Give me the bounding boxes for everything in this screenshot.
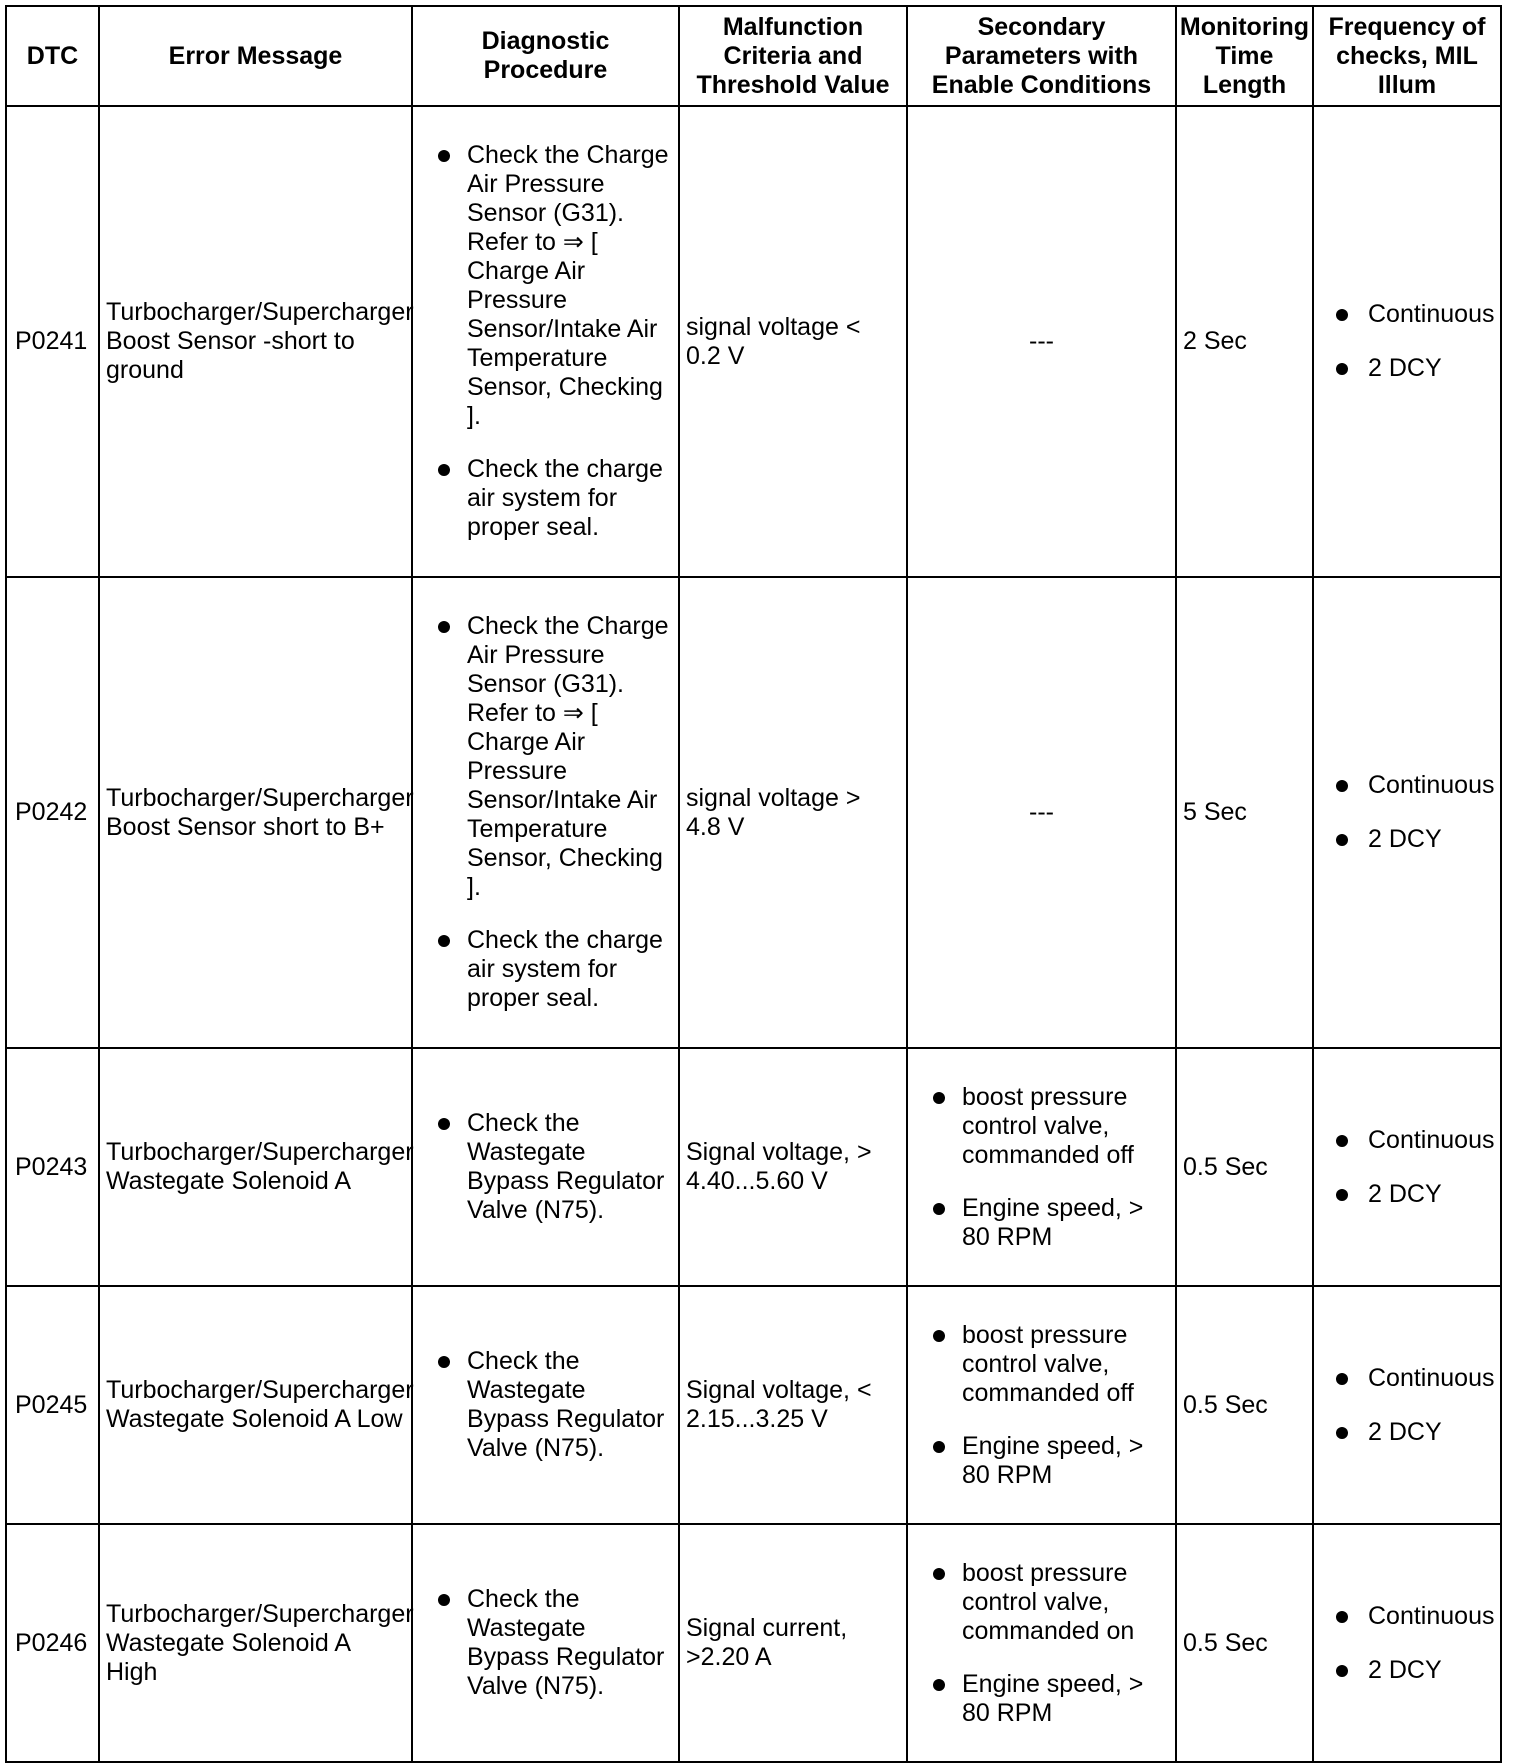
diagnostic-procedure [412,1048,679,1286]
frequency [1313,1524,1501,1762]
error-message: Turbocharger/Supercharger Wastegate Solenoid A High [99,1524,412,1762]
monitoring-time: 0.5 Sec [1176,1286,1313,1524]
secondary-condition: Engine speed, > 80 RPM [908,1432,1175,1490]
header-error-message: Error Message [99,6,412,106]
frequency-item: Continuous [1314,300,1500,329]
error-message: Turbocharger/Supercharger Wastegate Solenoid A Low [99,1286,412,1524]
table-row [6,1048,1501,1286]
secondary-condition: boost pressure control valve, commanded off [908,1321,1175,1408]
malfunction-criteria: Signal voltage, > 4.40...5.60 V [679,1048,907,1286]
header-frequency: Frequency of checks, MIL Illum [1313,6,1501,106]
malfunction-criteria: Signal voltage, < 2.15...3.25 V [679,1286,907,1524]
header-malfunction-criteria: Malfunction Criteria and Threshold Value [679,6,907,106]
monitoring-time: 0.5 Sec [1176,1048,1313,1286]
diag-step: Check the Charge Air Pressure Sensor (G31). Refer to ⇒ [ Charge Air Pressure Sensor/Intake Air Temperature Sensor, Checking ]. [413,141,678,431]
malfunction-criteria: signal voltage < 0.2 V [679,106,907,577]
secondary-condition: Engine speed, > 80 RPM [908,1670,1175,1728]
header-dtc: DTC [6,6,99,106]
dtc-code: P0246 [6,1524,99,1762]
diag-step: Check the charge air system for proper seal. [413,455,678,542]
malfunction-criteria: Signal current, >2.20 A [679,1524,907,1762]
header-diagnostic-procedure: Diagnostic Procedure [412,6,679,106]
dtc-code: P0242 [6,577,99,1048]
monitoring-time: 5 Sec [1176,577,1313,1048]
secondary-condition: Engine speed, > 80 RPM [908,1194,1175,1252]
frequency [1313,577,1501,1048]
frequency [1313,106,1501,577]
header-secondary-parameters: Secondary Parameters with Enable Conditions [907,6,1176,106]
secondary-parameters [907,1048,1176,1286]
secondary-condition: boost pressure control valve, commanded off [908,1083,1175,1170]
diag-step: Check the Wastegate Bypass Regulator Valve (N75). [413,1347,678,1463]
diag-step: Check the Charge Air Pressure Sensor (G31). Refer to ⇒ [ Charge Air Pressure Sensor/Intake Air Temperature Sensor, Checking ]. [413,612,678,902]
table-row [6,106,1501,577]
frequency-item: 2 DCY [1314,1180,1500,1209]
secondary-parameters [907,1286,1176,1524]
frequency-item: 2 DCY [1314,354,1500,383]
dtc-code: P0241 [6,106,99,577]
frequency [1313,1048,1501,1286]
malfunction-criteria: signal voltage > 4.8 V [679,577,907,1048]
error-message: Turbocharger/Supercharger Boost Sensor short to B+ [99,577,412,1048]
diagnostic-procedure [412,1524,679,1762]
dtc-table [5,5,1502,1763]
error-message: Turbocharger/Supercharger Wastegate Solenoid A [99,1048,412,1286]
secondary-parameters: --- [907,577,1176,1048]
diagnostic-procedure [412,1286,679,1524]
frequency-item: Continuous [1314,771,1500,800]
dtc-code: P0245 [6,1286,99,1524]
frequency-item: 2 DCY [1314,825,1500,854]
diag-step: Check the Wastegate Bypass Regulator Valve (N75). [413,1109,678,1225]
secondary-condition: boost pressure control valve, commanded on [908,1559,1175,1646]
frequency-item: Continuous [1314,1602,1500,1631]
frequency-item: 2 DCY [1314,1656,1500,1685]
diag-step: Check the Wastegate Bypass Regulator Valve (N75). [413,1585,678,1701]
diag-step: Check the charge air system for proper seal. [413,926,678,1013]
diagnostic-procedure [412,106,679,577]
frequency-item: Continuous [1314,1126,1500,1155]
frequency-item: Continuous [1314,1364,1500,1393]
monitoring-time: 0.5 Sec [1176,1524,1313,1762]
table-row [6,1524,1501,1762]
frequency [1313,1286,1501,1524]
monitoring-time: 2 Sec [1176,106,1313,577]
frequency-item: 2 DCY [1314,1418,1500,1447]
dtc-code: P0243 [6,1048,99,1286]
header-monitoring-time: Monitoring Time Length [1176,6,1313,106]
secondary-parameters [907,1524,1176,1762]
error-message: Turbocharger/Supercharger Boost Sensor -short to ground [99,106,412,577]
diagnostic-procedure [412,577,679,1048]
secondary-parameters: --- [907,106,1176,577]
table-row [6,577,1501,1048]
header-row [6,6,1501,106]
table-row [6,1286,1501,1524]
